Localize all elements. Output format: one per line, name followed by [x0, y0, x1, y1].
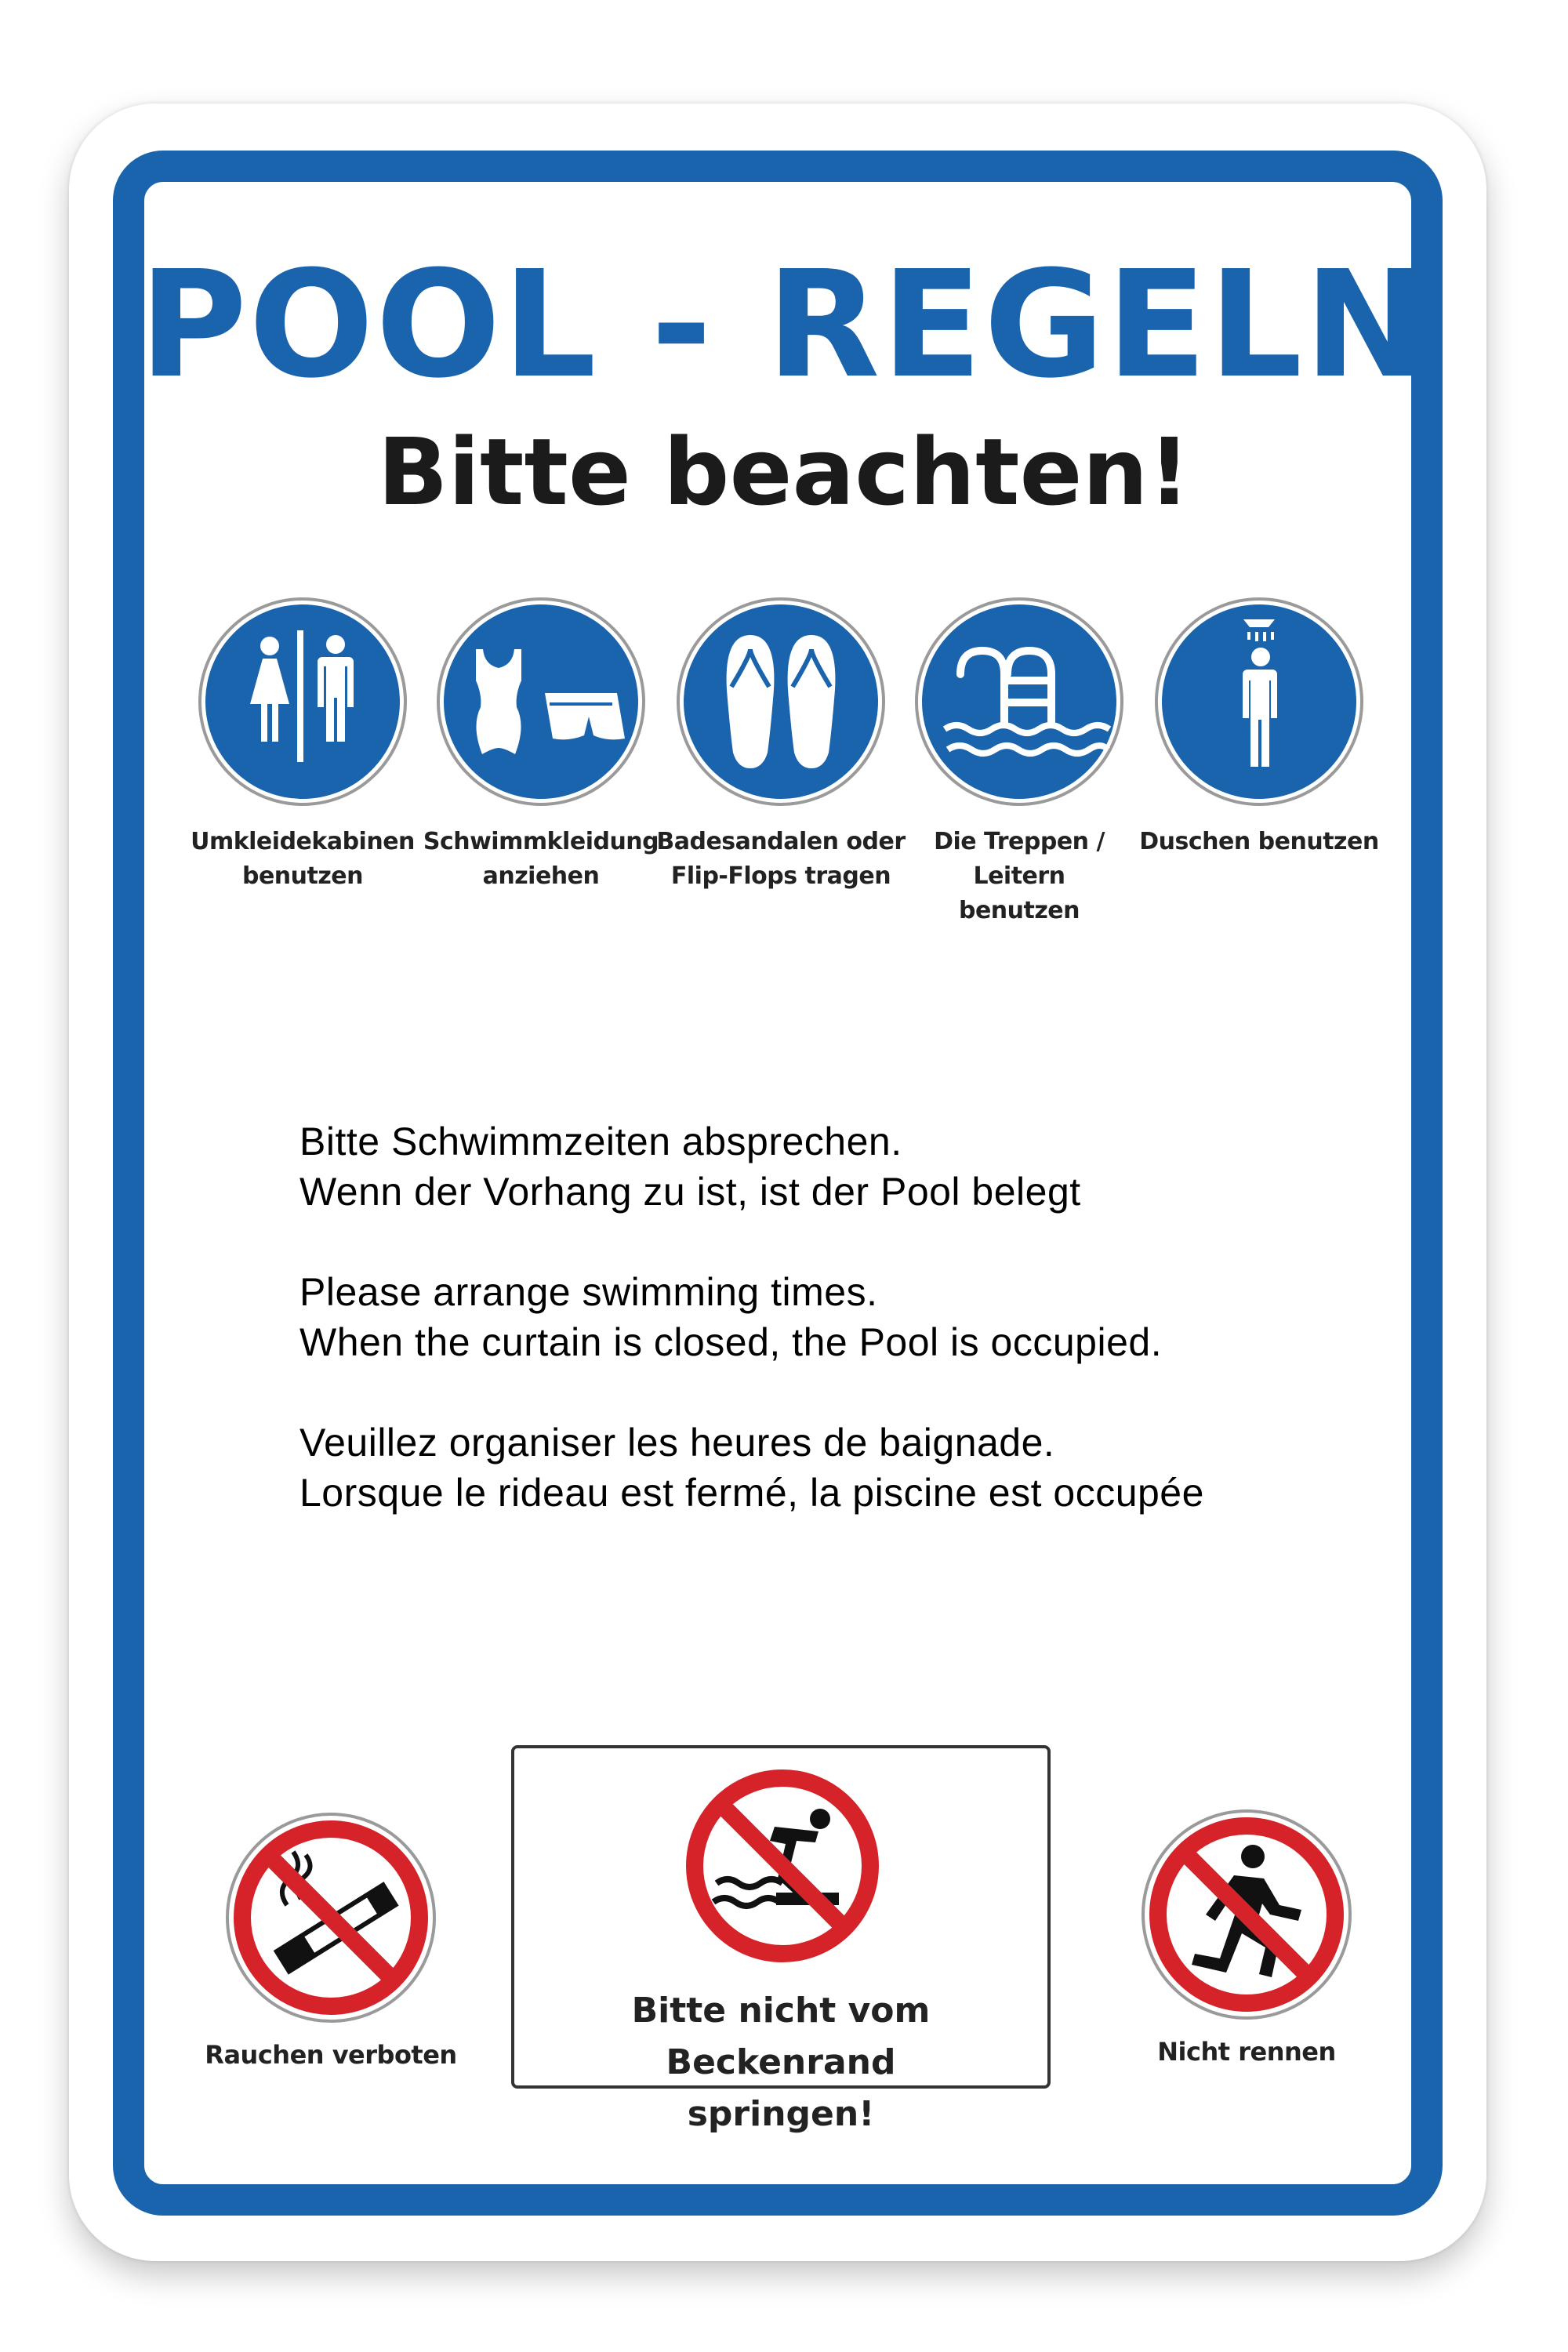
mandatory-sign-pool-ladder — [894, 596, 1145, 928]
mandatory-label-line: Badesandalen oder — [656, 828, 906, 855]
info-german — [299, 1116, 1413, 1217]
mandatory-label-line: Schwimmkleidung — [423, 828, 659, 855]
info-line: Bitte Schwimmzeiten absprechen. — [299, 1120, 902, 1163]
shower-icon — [1153, 596, 1365, 808]
jump-label-line: springen! — [687, 2094, 875, 2134]
info-line: When the curtain is closed, the Pool is occupied. — [299, 1320, 1163, 1364]
mandatory-sign-flip-flops — [655, 596, 906, 894]
prohibition-sign-smoking — [190, 1811, 472, 2070]
prohibition-label-running: Nicht rennen — [1157, 2037, 1336, 2067]
mandatory-sign-shower — [1134, 596, 1385, 859]
mandatory-label-line: Duschen benutzen — [1139, 828, 1379, 855]
mandatory-sign-swimwear — [416, 596, 666, 894]
mandatory-sign-changing-room — [177, 596, 428, 894]
sign-subtitle: Bitte beachten! — [377, 418, 1191, 526]
mandatory-label-line: benutzen — [958, 897, 1080, 924]
info-line: Please arrange swimming times. — [299, 1270, 878, 1314]
info-line: Lorsque le rideau est fermé, la piscine est occupée — [299, 1471, 1204, 1515]
no-jumping-icon — [682, 1766, 883, 1966]
prohibition-box-jumping — [511, 1745, 1051, 2134]
changing-room-icon — [197, 596, 408, 808]
mandatory-label-line: Die Treppen / Leitern — [934, 828, 1105, 890]
prohibition-sign-running — [1105, 1808, 1388, 2067]
mandatory-label-line: benutzen — [241, 862, 364, 890]
prohibition-label-smoking: Rauchen verboten — [205, 2040, 457, 2070]
no-running-icon — [1140, 1808, 1353, 2021]
info-english — [299, 1267, 1413, 1367]
info-french — [299, 1417, 1413, 1518]
sign-title: POOL - REGELN — [139, 239, 1429, 411]
mandatory-label-line: anziehen — [482, 862, 600, 890]
mandatory-label-line: Umkleidekabinen — [191, 828, 415, 855]
mandatory-label-line: Flip-Flops tragen — [670, 862, 891, 890]
jump-label-line: Bitte nicht vom Beckenrand — [631, 1991, 931, 2082]
info-line: Wenn der Vorhang zu ist, ist der Pool belegt — [299, 1170, 1081, 1214]
no-smoking-icon — [224, 1811, 437, 2024]
pool-ladder-icon — [913, 596, 1125, 808]
swimwear-icon — [435, 596, 647, 808]
flip-flops-icon — [675, 596, 887, 808]
info-line: Veuillez organiser les heures de baignade. — [299, 1421, 1055, 1465]
